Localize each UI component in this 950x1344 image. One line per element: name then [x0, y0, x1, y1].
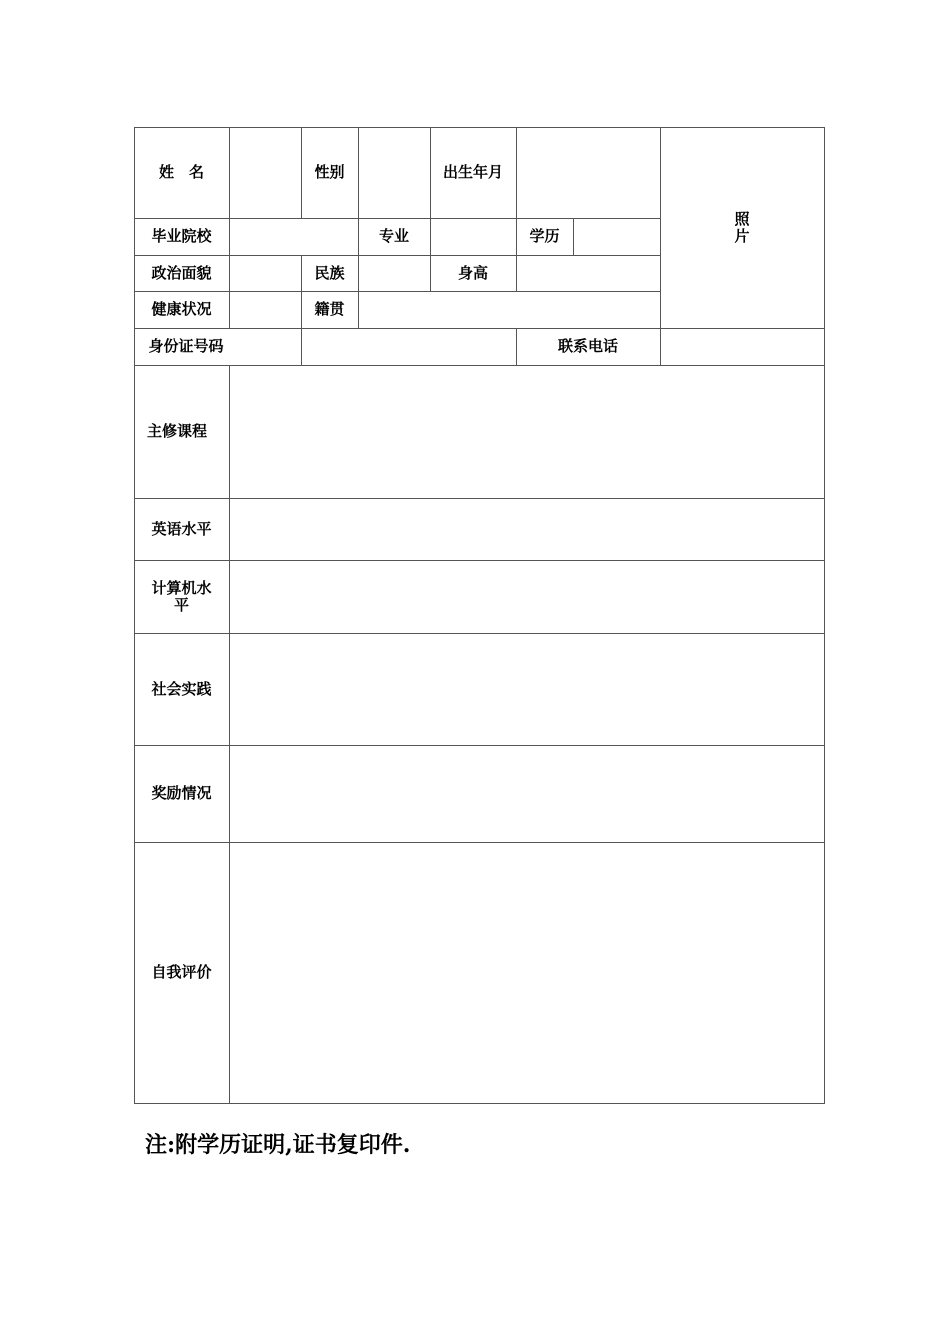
label-major: 专业: [378, 227, 409, 245]
practice-field[interactable]: [230, 634, 824, 745]
label-gender: 性别: [314, 163, 345, 181]
computer-field[interactable]: [230, 561, 824, 633]
label-height: 身高: [457, 263, 488, 282]
name-field[interactable]: [230, 128, 301, 218]
height-field[interactable]: [517, 256, 660, 291]
school-field[interactable]: [230, 219, 358, 255]
id-number-field[interactable]: [302, 329, 516, 365]
footnote: 注:附学历证明,证书复印件.: [145, 1132, 411, 1158]
photo-area[interactable]: [661, 128, 824, 328]
native-place-field[interactable]: [359, 292, 660, 328]
education-field[interactable]: [574, 219, 660, 255]
label-courses: 主修课程: [146, 422, 207, 440]
self-eval-field[interactable]: [230, 843, 824, 1103]
courses-field[interactable]: [230, 366, 824, 498]
label-english: 英语水平: [151, 519, 212, 538]
label-health: 健康状况: [151, 300, 212, 318]
label-political: 政治面貌: [151, 263, 212, 282]
label-school: 毕业院校: [151, 227, 212, 245]
phone-field[interactable]: [661, 329, 824, 365]
grid-line: [824, 127, 825, 1104]
label-phone: 联系电话: [557, 337, 618, 355]
label-education: 学历: [529, 227, 560, 245]
awards-field[interactable]: [230, 746, 824, 842]
label-birth: 出生年月: [442, 163, 503, 181]
grid-line: [134, 1103, 825, 1104]
label-name: 姓 名: [158, 163, 204, 181]
label-native-place: 籍贯: [314, 300, 345, 318]
label-self-eval: 自我评价: [151, 963, 212, 981]
gender-field[interactable]: [359, 128, 430, 218]
label-photo: 照 片: [734, 209, 750, 245]
label-awards: 奖励情况: [151, 784, 212, 802]
label-computer: 计算机水 平: [151, 578, 212, 614]
english-field[interactable]: [230, 499, 824, 560]
label-practice: 社会实践: [151, 679, 212, 698]
major-field[interactable]: [431, 219, 516, 255]
birth-field[interactable]: [517, 128, 660, 218]
label-ethnicity: 民族: [314, 263, 345, 282]
health-field[interactable]: [230, 292, 301, 328]
label-id-number: 身份证号码: [148, 337, 224, 355]
ethnicity-field[interactable]: [359, 256, 430, 291]
political-field[interactable]: [230, 256, 301, 291]
